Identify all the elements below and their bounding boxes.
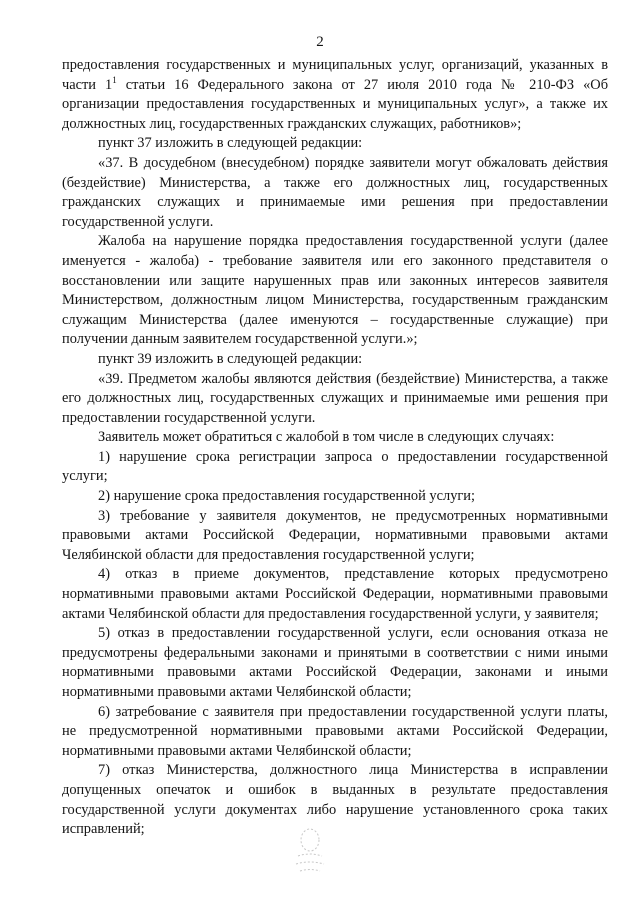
paragraph-text: предоставления государственных и муниципальных услуг, организаций, указанных в части 1 [62,57,608,93]
list-item-7: 7) отказ Министерства, должностного лица Министерства в исправлении допущенных опечаток и ошибок в выданных в результате предоставления государственной услуги документах либо нарушение установленного срока таких исправлений; [62,762,608,838]
list-item-1: 1) нарушение срока регистрации запроса о предоставлении государственной услуги; [62,448,608,485]
paragraph-amendment-37-intro: пункт 37 изложить в следующей редакции: [98,135,363,152]
superscript: 1 [112,74,117,85]
paragraph-amendment-39-intro: пункт 39 изложить в следующей редакции: [98,350,363,367]
list-item-4: 4) отказ в приеме документов, представление которых предусмотрено нормативными правовыми актами Российской Федерации, нормативными правовыми актами Челябинской области для предоставления государственной услуги, у заявителя; [62,566,608,622]
paragraph-cases-intro: Заявитель может обратиться с жалобой в том числе в следующих случаях: [98,429,555,446]
list-item-6: 6) затребование с заявителя при предоставлении государственной услуги платы, не предусмотренной нормативными правовыми актами Российской Федерации, нормативными правовыми актами Челябинской области; [62,703,608,759]
page-number: 2 [316,34,324,50]
paragraph-complaint-definition: Жалоба на нарушение порядка предоставления государственной услуги (далее именуется - жалоба) - требование заявителя или его законного представителя о восстановлении или защите нарушенных прав или законных интересов заявителя Министерством, должностным лицом Министерства, государственным гражданским служащим Министерства (далее именуются – государственные служащие) при получении данным заявителем государственной услуги.»; [62,233,608,348]
paragraph-continuation [62,56,608,134]
faint-stamp-mark [292,826,328,876]
document-body [62,56,608,840]
paragraph-39: «39. Предметом жалобы являются действия (бездействие) Министерства, а также его должностных лиц, государственных служащих и принимаемые ими решения при предоставлении государственной услуги. [62,370,608,426]
paragraph-37: «37. В досудебном (внесудебном) порядке заявители могут обжаловать действия (бездействие) Министерства, а также его должностных лиц, государственных гражданских служащих и принимаемые ими решения при предоставлении государственной услуги. [62,154,608,230]
list-item-3: 3) требование у заявителя документов, не предусмотренных нормативными правовыми актами Российской Федерации, нормативными правовыми актами Челябинской области для предоставления государственной услуги; [62,507,608,563]
paragraph-text: статьи 16 Федерального закона от 27 июля 2010 года № 210-ФЗ «Об организации предоставления государственных и муниципальных услуг», а также их должностных лиц, государственных гражданских служащих, работников»; [62,76,609,132]
list-item-5: 5) отказ в предоставлении государственной услуги, если основания отказа не предусмотрены федеральными законами и принятыми в соответствии с ними иными нормативными правовыми актами Российской Федерации, законами и иными нормативными правовыми актами Челябинской области; [62,625,608,700]
list-item-2: 2) нарушение срока предоставления государственной услуги; [98,488,475,505]
